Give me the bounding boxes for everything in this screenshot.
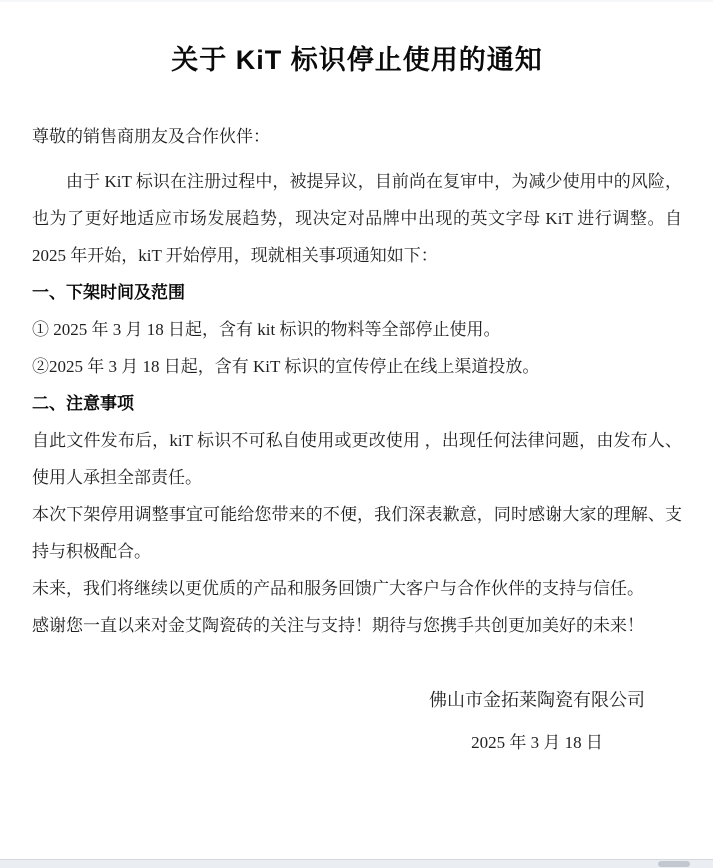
signature-block (32, 682, 645, 761)
notice-paragraph-liability: 自此文件发布后，kiT 标识不可私自使用或更改使用 ，出现任何法律问题，由发布人、使用人承担全部责任。 (32, 431, 682, 487)
intro-paragraph: 由于 KiT 标识在注册过程中，被提异议，目前尚在复审中，为减少使用中的风险，也为了更好地适应市场发展趋势，现决定对品牌中出现的英文字母 KiT 进行调整。自 2025 年开始，kiT 开始停用，现就相关事项通知如下： (32, 172, 682, 265)
signature-company-name: 佛山市金拓莱陶瓷有限公司 (429, 690, 645, 710)
notice-paragraph-apology: 本次下架停用调整事宜可能给您带来的不便，我们深表歉意，同时感谢大家的理解、支持与积极配合。 (32, 505, 682, 561)
notice-paragraph-thanks: 感谢您一直以来对金艾陶瓷砖的关注与支持！期待与您携手共创更加美好的未来！ (32, 616, 644, 635)
signature-date: 2025 年 3 月 18 日 (471, 733, 603, 752)
salutation-line: 尊敬的销售商朋友及合作伙伴： (32, 127, 270, 146)
section2-heading: 二、注意事项 (32, 394, 134, 413)
window-top-edge (0, 0, 713, 2)
section1-item-1: ① 2025 年 3 月 18 日起，含有 kit 标识的物料等全部停止使用。 (32, 320, 501, 339)
section1-item-2: ②2025 年 3 月 18 日起，含有 KiT 标识的宣传停止在线上渠道投放。 (32, 357, 540, 376)
horizontal-scrollbar[interactable] (0, 859, 713, 868)
signature-inner (429, 682, 645, 761)
horizontal-scrollbar-thumb[interactable] (658, 861, 690, 867)
document-title: 关于 KiT 标识停止使用的通知 (171, 45, 543, 75)
notice-paragraph-future: 未来，我们将继续以更优质的产品和服务回馈广大客户与合作伙伴的支持与信任。 (32, 579, 644, 598)
section1-heading: 一、下架时间及范围 (32, 283, 185, 302)
